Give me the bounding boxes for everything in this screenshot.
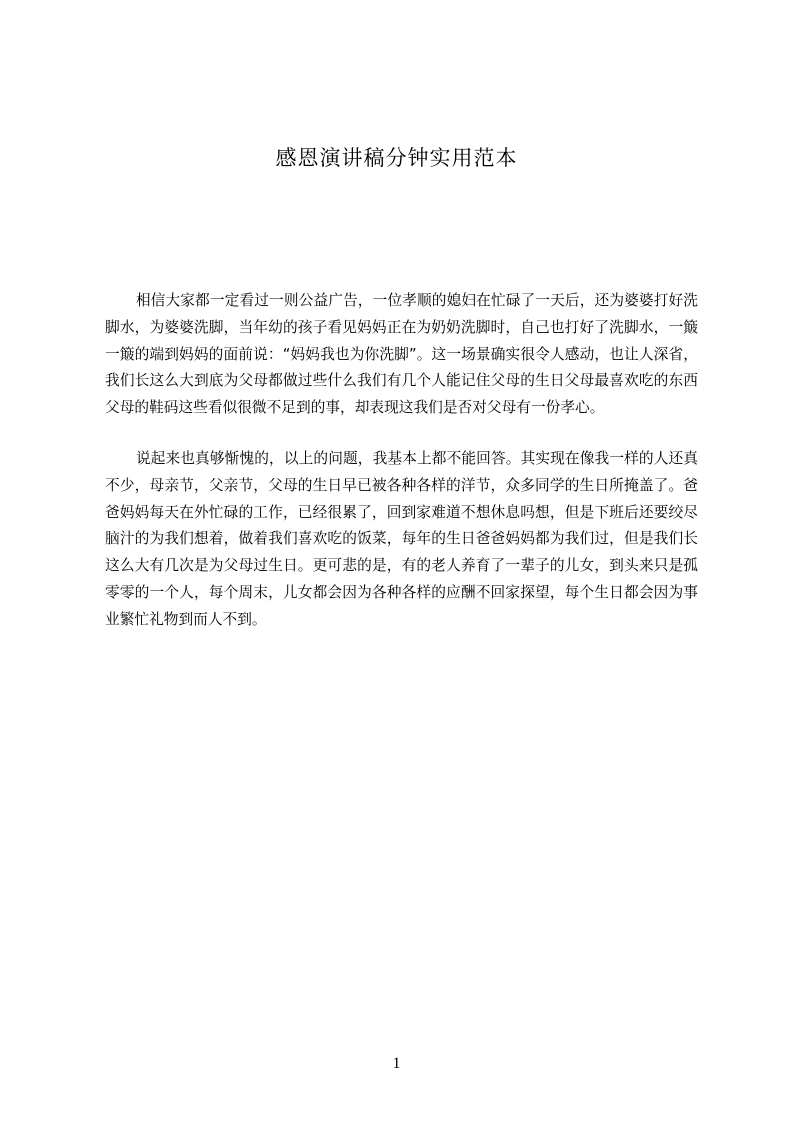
document-title: 感恩演讲稿分钟实用范本 xyxy=(275,146,518,170)
document-body xyxy=(105,288,698,634)
page-number: 1 xyxy=(392,1055,401,1072)
paragraph-2: 说起来也真够惭愧的，以上的问题，我基本上都不能回答。其实现在像我一样的人还真不少，母亲节，父亲节，父母的生日早已被各种各样的洋节，众多同学的生日所掩盖了。爸爸妈妈每天在外忙碌的工作，已经很累了，回到家难道不想休息吗想，但是下班后还要绞尽脑汁的为我们想着，做着我们喜欢吃的饭菜，每年的生日爸爸妈妈都为我们过，但是我们长这么大有几次是为父母过生日。更可悲的是，有的老人养育了一辈子的儿女，到头来只是孤零零的一个人，每个周末，儿女都会因为各种各样的应酬不回家探望，每个生日都会因为事业繁忙礼物到而人不到。 xyxy=(105,449,698,628)
paragraph-1: 相信大家都一定看过一则公益广告，一位孝顺的媳妇在忙碌了一天后，还为婆婆打好洗脚水，为婆婆洗脚，当年幼的孩子看见妈妈正在为奶奶洗脚时，自己也打好了洗脚水，一簸一簸的端到妈妈的面前说：“妈妈我也为你洗脚”。这一场景确实很令人感动，也让人深省，我们长这么大到底为父母都做过些什么我们有几个人能记住父母的生日父母最喜欢吃的东西父母的鞋码这些看似很微不足到的事，却表现这我们是否对父母有一份孝心。 xyxy=(105,292,698,417)
